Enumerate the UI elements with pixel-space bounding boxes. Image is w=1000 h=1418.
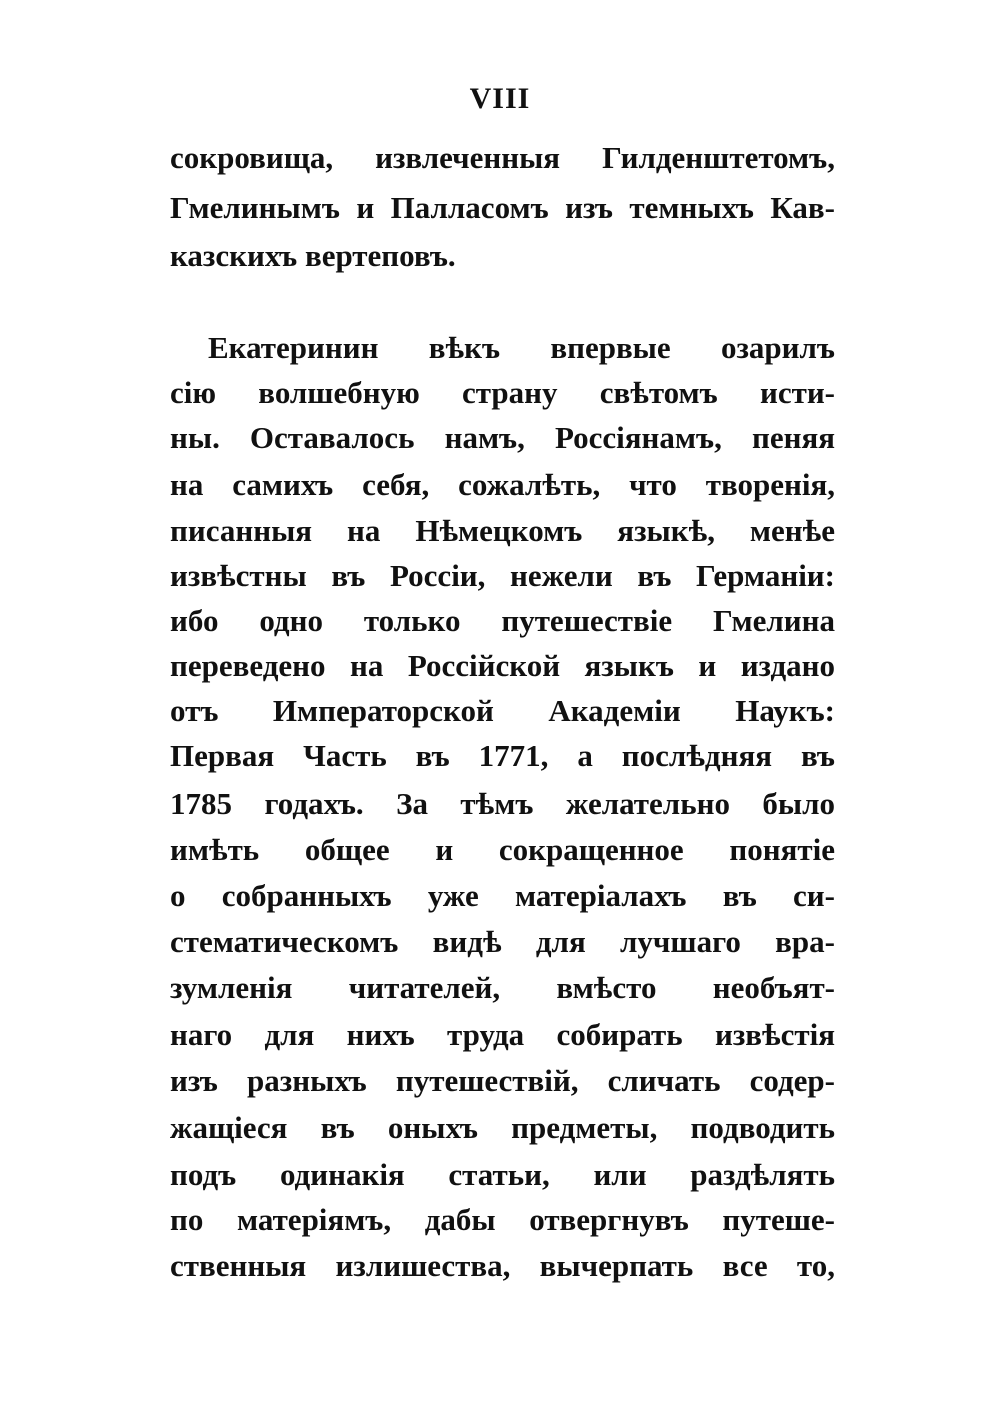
text-line: ны. Оставалось намъ, Россіянамъ, пеняя: [170, 420, 835, 455]
text-line: стематическомъ видѣ для лучшаго вра-: [170, 924, 835, 959]
text-line: сію волшебную страну свѣтомъ исти-: [170, 375, 835, 410]
page-number: VIII: [469, 82, 531, 115]
text-line: наго для нихъ труда собирать извѣстія: [170, 1017, 835, 1052]
text-line: ибо одно только путешествіе Гмелина: [170, 603, 835, 638]
text-line: сокровища, извлеченныя Гилденштетомъ,: [170, 140, 835, 175]
text-line: на самихъ себя, сожалѣть, что творенія,: [170, 467, 835, 502]
text-line: переведено на Россійской языкъ и издано: [170, 648, 835, 683]
text-line: 1785 годахъ. За тѣмъ желательно было: [170, 786, 835, 821]
text-line: зумленія читателей, вмѣсто необъят-: [170, 970, 835, 1005]
text-line: Екатеринин вѣкъ впервые озарилъ: [208, 330, 835, 365]
text-line: изъ разныхъ путешествій, сличать содер-: [170, 1063, 835, 1098]
text-line: по матеріямъ, дабы отвергнувъ путеше-: [170, 1202, 835, 1237]
text-line: отъ Императорской Академіи Наукъ:: [170, 693, 835, 728]
text-line: имѣть общее и сокращенное понятіе: [170, 832, 835, 867]
text-line: Гмелинымъ и Палласомъ изъ темныхъ Кав-: [170, 190, 835, 225]
text-line: извѣстны въ Россіи, нежели въ Германіи:: [170, 558, 835, 593]
text-line: казскихъ вертеповъ.: [170, 238, 456, 273]
text-line: Первая Часть въ 1771, а послѣдняя въ: [170, 738, 835, 773]
text-line: о собранныхъ уже матеріалахъ въ си-: [170, 878, 835, 913]
text-line: жащіеся въ оныхъ предметы, подводить: [170, 1110, 835, 1145]
text-line: писанныя на Нѣмецкомъ языкѣ, менѣе: [170, 513, 835, 548]
text-line: подъ одинакія статьи, или раздѣлять: [170, 1157, 835, 1192]
text-line: ственныя излишества, вычерпать все то,: [170, 1248, 835, 1283]
